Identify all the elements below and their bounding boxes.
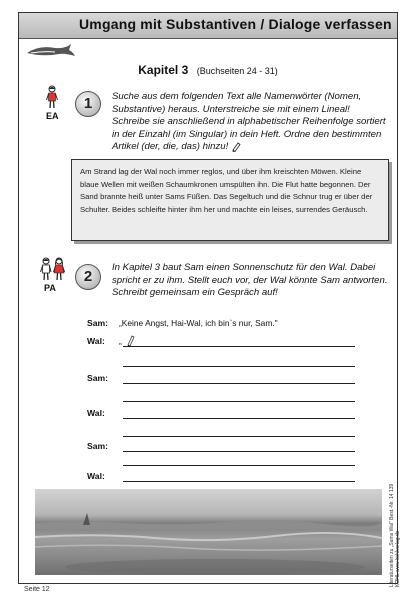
publisher-credit-text bbox=[389, 484, 401, 587]
task1-mode-label: EA bbox=[46, 111, 59, 121]
credit-line-1: Literaturseiten zu bbox=[389, 548, 395, 587]
dialog-speaker: Sam: bbox=[87, 318, 109, 328]
pencil-icon bbox=[231, 142, 241, 152]
chapter-title: Kapitel 3 bbox=[138, 63, 189, 77]
task2-number: 2 bbox=[75, 264, 101, 290]
dialog-speaker: Sam: bbox=[87, 373, 109, 383]
publisher-credit bbox=[389, 437, 399, 587]
dialog-row-1 bbox=[87, 318, 387, 332]
dialog-speaker: Wal: bbox=[87, 408, 105, 418]
dialog-row-5 bbox=[87, 441, 387, 455]
dialog-speaker: Wal: bbox=[87, 471, 105, 481]
dialog-row-6 bbox=[87, 471, 387, 485]
task2-mode-label: PA bbox=[44, 283, 56, 293]
writing-line bbox=[123, 465, 355, 466]
writing-line bbox=[123, 366, 355, 367]
task1-instruction-text: Suche aus dem folgenden Text alle Namenwörter (Nomen, Substantive) heraus. Unterstreiche sie mit einem Lineal! Schreibe sie anschließend in alphabetischer Reihenfolge sortiert in der Einzahl (im Singular) in dein Heft. Ordne den bestimmten Artikel (der, die, das) hinzu! bbox=[112, 91, 386, 153]
chapter-pages: (Buchseiten 24 - 31) bbox=[196, 66, 278, 76]
writing-line bbox=[123, 481, 355, 482]
worksheet-frame bbox=[18, 12, 401, 587]
beach-photo bbox=[35, 489, 382, 575]
dialog-row-4 bbox=[87, 408, 387, 422]
beach-waves bbox=[35, 489, 382, 575]
writing-line bbox=[123, 383, 355, 384]
publisher-logo-text: KOHL bbox=[395, 573, 401, 587]
header-bar bbox=[19, 13, 397, 39]
dialog-text: „ bbox=[119, 336, 122, 346]
reading-text: Am Strand lag der Wal noch immer reglos, und über ihm kreischten Möwen. Kleine blaue Wellen mit weißen Schaumkronen umspülten ihn. Die Flut hatte begonnen. Der Sand brannte heiß unter Sams Füßen. Das Segeltuch und die Schnur trug er über der Schulter. Beides schleifte hinter ihm her und machte ein leises, surrendes Geräusch. bbox=[80, 167, 373, 214]
writing-line bbox=[123, 401, 355, 402]
chapter-heading bbox=[19, 61, 397, 79]
dialog-speaker: Wal: bbox=[87, 336, 105, 346]
credit-line-2: „Sams Wal" Best.-Nr. 14 139 bbox=[389, 483, 395, 548]
writing-line bbox=[123, 346, 355, 347]
writing-line bbox=[123, 436, 355, 437]
worksheet-title: Umgang mit Substantiven / Dialoge verfassen bbox=[79, 16, 392, 32]
dialog-text: „Keine Angst, Hai-Wal, ich bin`s nur, Sam." bbox=[119, 318, 278, 328]
task2-instruction: In Kapitel 3 baut Sam einen Sonnenschutz für den Wal. Dabei spricht er zu ihm. Stellt euch vor, der Wal könnte Sam antworten. Schreibt gemeinsam ein Gespräch auf! bbox=[112, 262, 388, 299]
dialog-row-2 bbox=[87, 336, 387, 350]
single-person-icon bbox=[46, 85, 58, 109]
writing-line bbox=[123, 451, 355, 452]
task1-instruction bbox=[112, 91, 388, 154]
credit-website: www.kohlverlag.de bbox=[395, 530, 401, 573]
page-number: Seite 12 bbox=[24, 586, 50, 593]
dialog-speaker: Sam: bbox=[87, 441, 109, 451]
two-persons-icon bbox=[39, 257, 67, 281]
dialog-row-3 bbox=[87, 373, 387, 387]
whale-icon bbox=[25, 41, 77, 59]
task1-number: 1 bbox=[75, 91, 101, 117]
reading-text-box bbox=[71, 159, 389, 241]
writing-line bbox=[123, 418, 355, 419]
